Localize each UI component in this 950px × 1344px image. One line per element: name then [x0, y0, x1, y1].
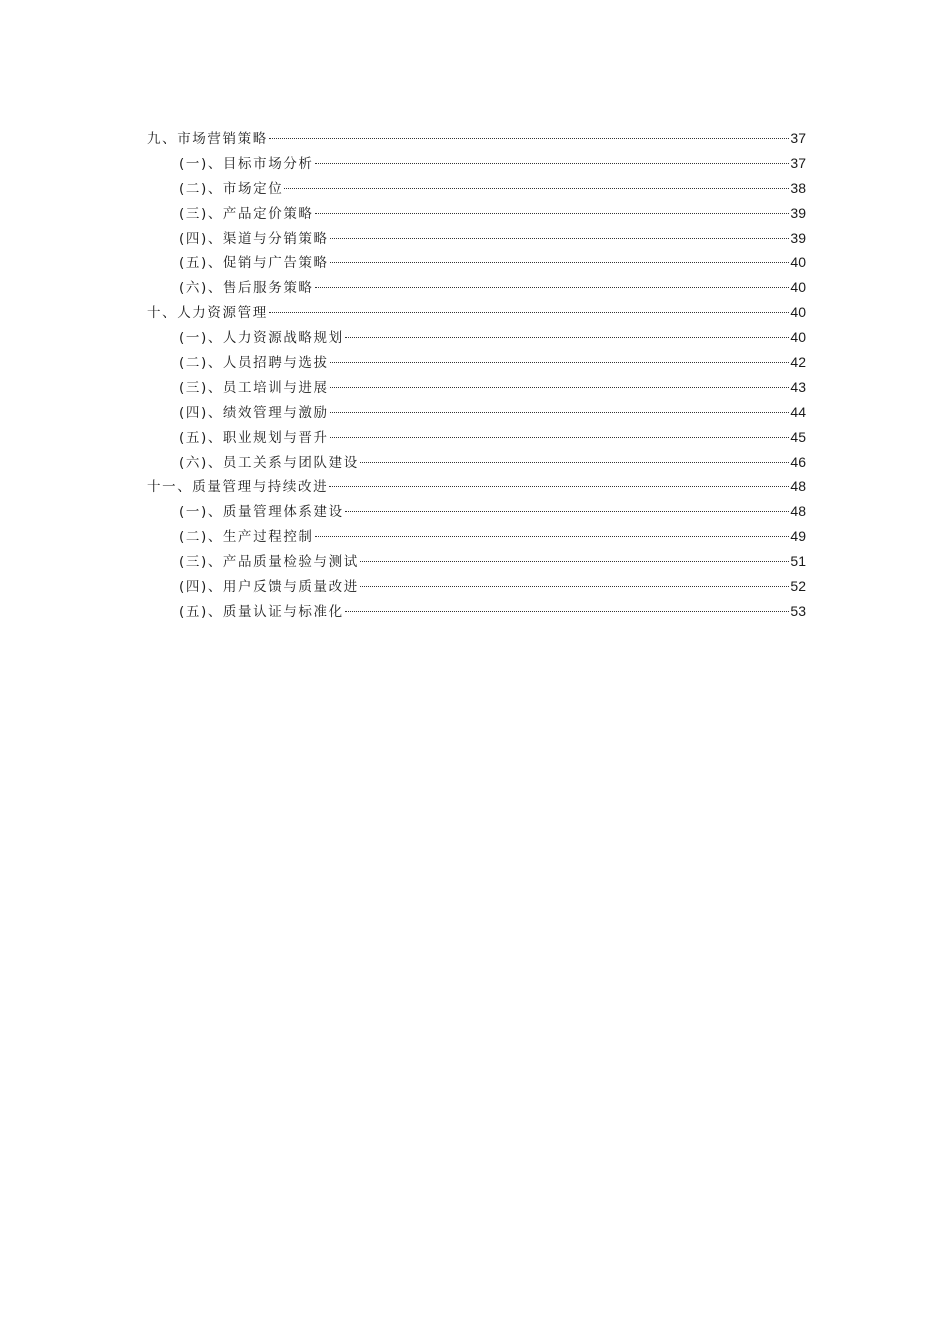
- toc-entry-title: (四)、用户反馈与质量改进: [179, 579, 359, 596]
- dot-leader: [315, 163, 790, 164]
- dot-leader: [345, 511, 790, 512]
- toc-section-entry[interactable]: [147, 375, 806, 400]
- toc-entry-page-number: 44: [790, 403, 806, 420]
- toc-entry-title: (一)、人力资源战略规划: [179, 330, 344, 347]
- toc-section-entry[interactable]: [147, 425, 806, 450]
- toc-section-entry[interactable]: [147, 599, 806, 624]
- toc-section-entry[interactable]: [147, 275, 806, 300]
- toc-section-entry[interactable]: [147, 400, 806, 425]
- toc-chapter-entry[interactable]: [147, 300, 806, 325]
- toc-section-entry[interactable]: [147, 350, 806, 375]
- dot-leader: [315, 213, 790, 214]
- toc-section-entry[interactable]: [147, 151, 806, 176]
- toc-entry-title: (三)、员工培训与进展: [179, 379, 329, 396]
- toc-entry-page-number: 40: [790, 304, 806, 321]
- dot-leader: [330, 238, 790, 239]
- dot-leader: [329, 486, 789, 487]
- dot-leader: [284, 188, 789, 189]
- toc-entry-page-number: 38: [790, 179, 806, 196]
- dot-leader: [269, 138, 790, 139]
- toc-entry-page-number: 46: [790, 453, 806, 470]
- toc-entry-page-number: 42: [790, 354, 806, 371]
- dot-leader: [330, 412, 790, 413]
- dot-leader: [360, 561, 790, 562]
- toc-section-entry[interactable]: [147, 176, 806, 201]
- toc-entry-page-number: 43: [790, 378, 806, 395]
- toc-entry-page-number: 53: [790, 602, 806, 619]
- toc-entry-page-number: 39: [790, 204, 806, 221]
- dot-leader: [330, 362, 790, 363]
- toc-entry-title: (二)、人员招聘与选拔: [179, 355, 329, 372]
- toc-entry-title: (五)、促销与广告策略: [179, 255, 329, 272]
- dot-leader: [360, 586, 790, 587]
- toc-entry-title: (五)、质量认证与标准化: [179, 603, 344, 620]
- toc-section-entry[interactable]: [147, 499, 806, 524]
- toc-entry-page-number: 45: [790, 428, 806, 445]
- toc-entry-page-number: 39: [790, 229, 806, 246]
- toc-entry-page-number: 52: [790, 578, 806, 595]
- dot-leader: [360, 462, 790, 463]
- toc-entry-title: (一)、目标市场分析: [179, 155, 314, 172]
- dot-leader: [315, 287, 790, 288]
- toc-entry-page-number: 37: [790, 130, 806, 146]
- toc-entry-page-number: 51: [790, 553, 806, 570]
- dot-leader: [330, 387, 790, 388]
- toc-entry-page-number: 40: [790, 329, 806, 346]
- toc-entry-title: (三)、产品定价策略: [179, 205, 314, 222]
- dot-leader: [330, 437, 790, 438]
- table-of-contents: [147, 126, 806, 624]
- toc-entry-page-number: 49: [790, 528, 806, 545]
- toc-chapter-entry[interactable]: [147, 126, 806, 151]
- toc-entry-title: (二)、市场定位: [179, 180, 284, 197]
- toc-entry-title: (二)、生产过程控制: [179, 529, 314, 546]
- toc-section-entry[interactable]: [147, 325, 806, 350]
- toc-entry-title: (四)、渠道与分销策略: [179, 230, 329, 247]
- toc-entry-title: 十一、质量管理与持续改进: [147, 479, 329, 496]
- toc-section-entry[interactable]: [147, 450, 806, 475]
- toc-entry-page-number: 48: [790, 478, 806, 495]
- toc-entry-title: (一)、质量管理体系建设: [179, 504, 344, 521]
- toc-section-entry[interactable]: [147, 549, 806, 574]
- toc-section-entry[interactable]: [147, 574, 806, 599]
- toc-section-entry[interactable]: [147, 226, 806, 251]
- toc-entry-title: (三)、产品质量检验与测试: [179, 554, 359, 571]
- toc-entry-title: (六)、售后服务策略: [179, 280, 314, 297]
- toc-section-entry[interactable]: [147, 524, 806, 549]
- toc-chapter-entry[interactable]: [147, 474, 806, 499]
- toc-entry-title: (四)、绩效管理与激励: [179, 404, 329, 421]
- toc-entry-title: (六)、员工关系与团队建设: [179, 454, 359, 471]
- dot-leader: [315, 536, 790, 537]
- toc-entry-page-number: 48: [790, 503, 806, 520]
- dot-leader: [330, 262, 790, 263]
- dot-leader: [345, 337, 790, 338]
- toc-section-entry[interactable]: [147, 250, 806, 275]
- toc-entry-title: 九、市场营销策略: [147, 131, 268, 147]
- toc-entry-page-number: 40: [790, 279, 806, 296]
- dot-leader: [345, 611, 790, 612]
- toc-entry-title: 十、人力资源管理: [147, 305, 268, 322]
- toc-section-entry[interactable]: [147, 201, 806, 226]
- toc-entry-page-number: 40: [790, 254, 806, 271]
- toc-entry-title: (五)、职业规划与晋升: [179, 429, 329, 446]
- dot-leader: [269, 312, 790, 313]
- toc-entry-page-number: 37: [790, 154, 806, 171]
